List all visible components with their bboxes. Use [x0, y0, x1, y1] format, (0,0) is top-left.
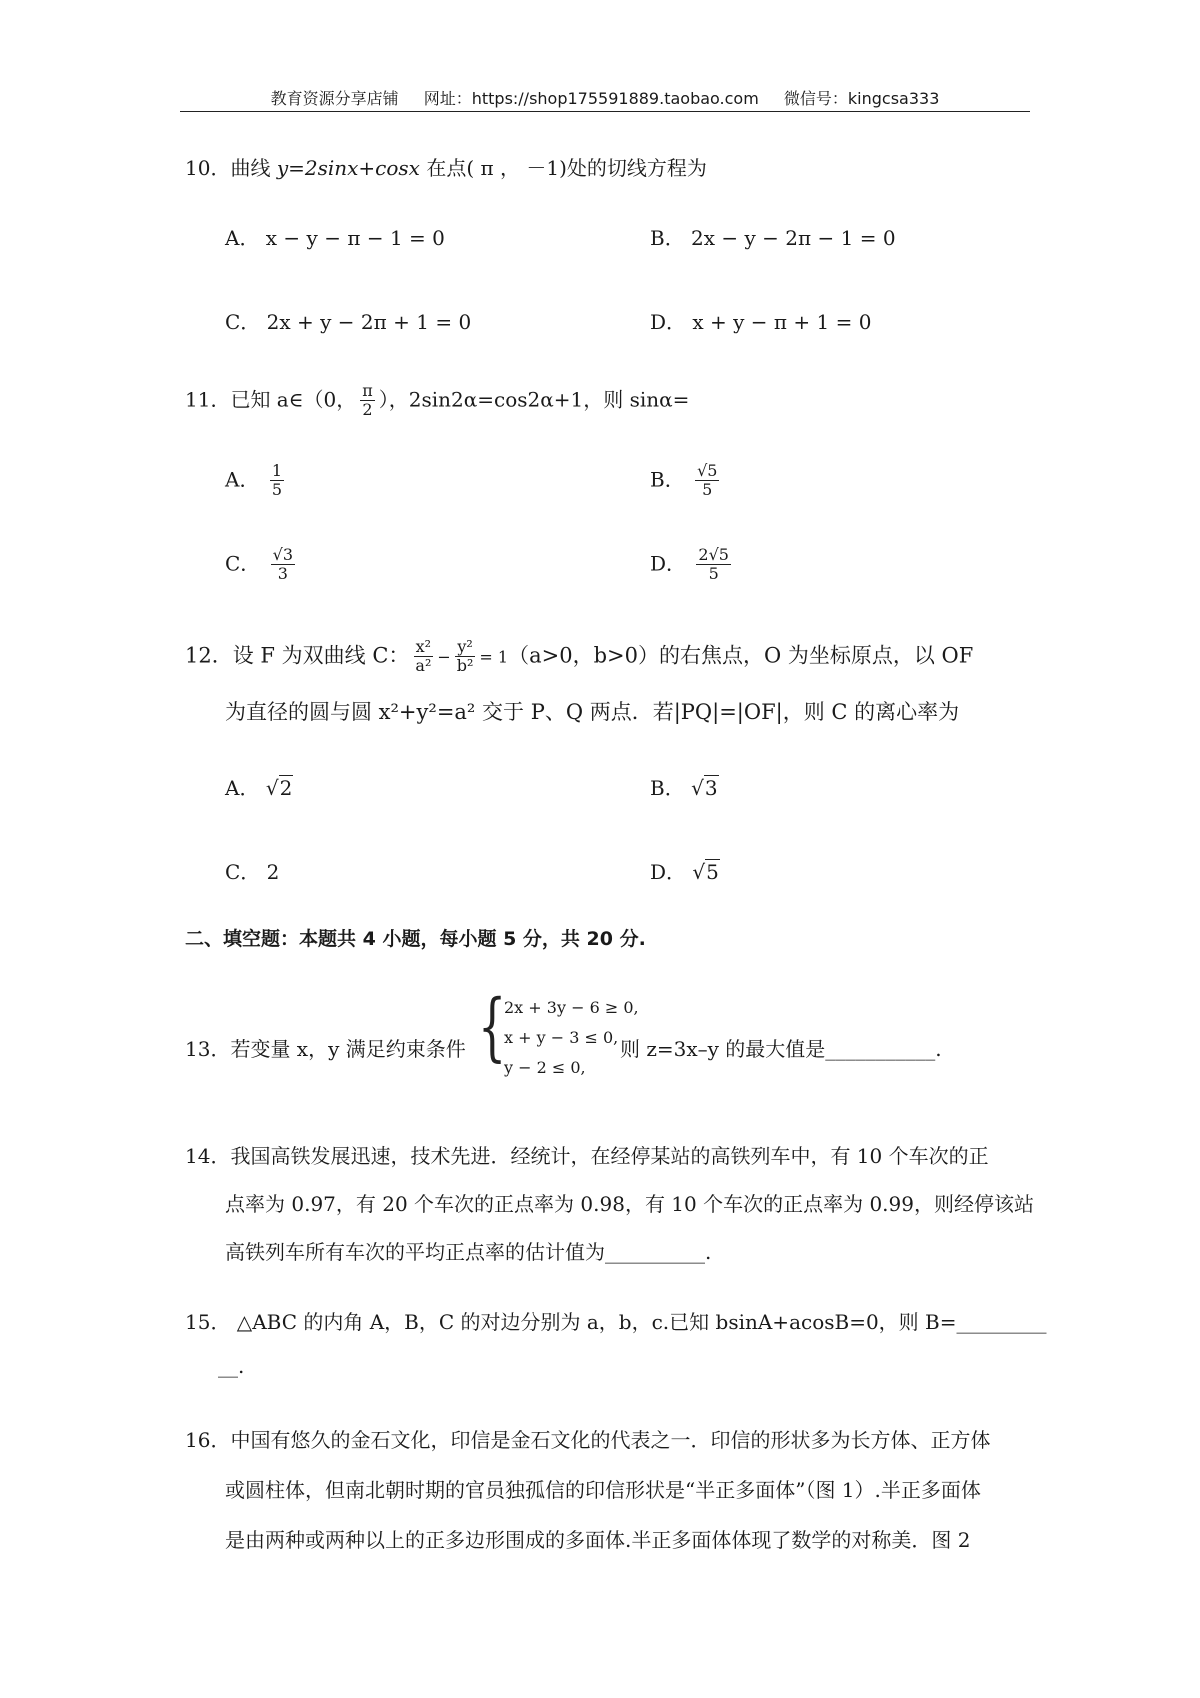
constraint-3: y − 2 ≤ 0,: [504, 1058, 586, 1077]
fraction-numerator: y²: [457, 637, 473, 656]
stem-text: ），2sin2α=cos2α+1，则 sinα=: [378, 387, 690, 412]
question-number: 12．: [185, 643, 233, 668]
q10-option-a: A． x − y − π − 1 = 0: [225, 226, 445, 250]
stem-text: 设 F 为双曲线 C：: [232, 643, 410, 668]
question-10-stem: [185, 152, 707, 181]
question-12-line-2: 为直径的圆与圆 x²+y²=a² 交于 P、Q 两点．若|PQ|=|OF|，则 C 的离心率为: [225, 700, 960, 724]
square-root: √2: [265, 776, 293, 800]
fraction-denominator: 3: [277, 564, 288, 584]
question-12-stem: [185, 638, 973, 676]
q10-option-b: B． 2x − y − 2π − 1 = 0: [650, 226, 896, 250]
question-number: 14．: [185, 1144, 231, 1168]
square-root: √5: [692, 860, 719, 884]
fraction-denominator: 5: [702, 480, 713, 500]
option-label: B．: [650, 467, 685, 492]
stem-text: 在点( π ， －1)处的切线方程为: [419, 156, 707, 180]
fraction-numerator: √5: [697, 461, 718, 480]
fraction-denominator: a²: [415, 656, 432, 676]
left-brace: {: [478, 984, 507, 1070]
q12-option-a: [225, 772, 293, 801]
fraction-numerator: 2√5: [698, 545, 729, 564]
equals-one: = 1: [479, 647, 509, 667]
fraction: [413, 638, 433, 676]
header-wechat: 微信号：kingcsa333: [783, 89, 940, 108]
option-label: D．: [650, 860, 687, 884]
fraction: [696, 546, 731, 584]
radicand: 5: [706, 860, 719, 884]
header-url: 网址：https://shop175591889.taobao.com: [423, 89, 759, 108]
q12-option-c: C． 2: [225, 860, 280, 884]
fraction: [270, 462, 284, 500]
fraction-denominator: b²: [456, 656, 474, 676]
question-13-tail: 则 z=3x–y 的最大值是___________.: [620, 1037, 942, 1061]
fraction: [271, 546, 295, 584]
question-11-stem: [185, 382, 689, 420]
question-15-line-1: [185, 1306, 1047, 1335]
stem-text: （a>0，b>0）的右焦点，O 为坐标原点，以 OF: [508, 643, 974, 668]
fraction: [455, 638, 476, 676]
q11-option-d: [650, 546, 735, 584]
q11-option-a: [225, 462, 288, 500]
q12-option-b: [650, 772, 719, 801]
radicand: 3: [282, 545, 294, 564]
radicand: 2: [279, 776, 293, 800]
option-label: A．: [225, 467, 260, 492]
radicand: 5: [707, 461, 718, 480]
stem-text: 我国高铁发展迅速，技术先进．经统计，在经停某站的高铁列车中，有 10 个车次的正: [230, 1144, 989, 1168]
radicand: 3: [704, 776, 718, 800]
question-number: 13．: [185, 1037, 231, 1061]
fraction: [695, 462, 719, 500]
stem-text: 曲线: [230, 156, 277, 180]
constraint-1: 2x + 3y − 6 ≥ 0,: [504, 998, 639, 1017]
question-number: 16．: [185, 1428, 231, 1452]
stem-text: △ABC 的内角 A，B，C 的对边分别为 a，b，c.已知 bsinA+acosB=0，则 B=_________: [230, 1310, 1047, 1334]
square-root: √3: [691, 776, 718, 800]
fraction-denominator: 5: [708, 564, 719, 584]
radicand: 5: [718, 545, 729, 564]
constraint-2: x + y − 3 ≤ 0,: [504, 1028, 619, 1047]
fraction: [360, 382, 375, 420]
question-16-line-3: 是由两种或两种以上的正多边形围成的多面体.半正多面体体现了数学的对称美．图 2: [225, 1528, 971, 1552]
question-14-line-1: [185, 1140, 989, 1169]
fraction-numerator: 1: [271, 461, 282, 480]
fraction-numerator: √3: [272, 545, 294, 564]
q10-option-c: C． 2x + y − 2π + 1 = 0: [225, 310, 472, 334]
function-expression: y=2sinx+cosx: [276, 156, 420, 180]
stem-text: 已知 a∈（0，: [230, 387, 357, 412]
option-label: B．: [650, 776, 685, 800]
question-14-line-3: 高铁列车所有车次的平均正点率的估计值为__________.: [225, 1240, 712, 1264]
header-divider: [180, 111, 1030, 112]
question-14-line-2: 点率为 0.97，有 20 个车次的正点率为 0.98，有 10 个车次的正点率为 0.99，则经停该站: [225, 1192, 1034, 1216]
option-label: C．: [225, 551, 261, 576]
minus-sign: −: [437, 647, 451, 667]
fraction-numerator: π: [362, 381, 373, 400]
coefficient: 2: [698, 545, 709, 564]
header-shop: 教育资源分享店铺: [270, 89, 399, 108]
page-header: [180, 86, 1030, 109]
fraction-denominator: 5: [271, 480, 282, 500]
fraction-numerator: x²: [415, 637, 432, 656]
question-13-stem: [185, 1033, 466, 1062]
q11-option-b: [650, 462, 723, 500]
section-heading: 二、填空题：本题共 4 小题，每小题 5 分，共 20 分.: [185, 928, 646, 950]
stem-text: 若变量 x，y 满足约束条件: [230, 1037, 466, 1061]
question-number: 15．: [185, 1310, 231, 1334]
option-label: A．: [225, 776, 260, 800]
fraction-denominator: 2: [362, 400, 373, 420]
stem-text: 中国有悠久的金石文化，印信是金石文化的代表之一．印信的形状多为长方体、正方体: [230, 1428, 991, 1452]
constraint-lines: [504, 993, 639, 1083]
option-label: D．: [650, 551, 687, 576]
q12-option-d: [650, 856, 720, 885]
q10-option-d: D． x + y − π + 1 = 0: [650, 310, 872, 334]
question-16-line-1: [185, 1424, 990, 1453]
question-number: 10．: [185, 156, 231, 180]
q11-option-c: [225, 546, 299, 584]
question-16-line-2: 或圆柱体，但南北朝时期的官员独孤信的印信形状是“半正多面体”（图 1）.半正多面体: [225, 1478, 981, 1502]
question-number: 11．: [185, 387, 231, 412]
question-15-line-2: __.: [218, 1354, 245, 1378]
